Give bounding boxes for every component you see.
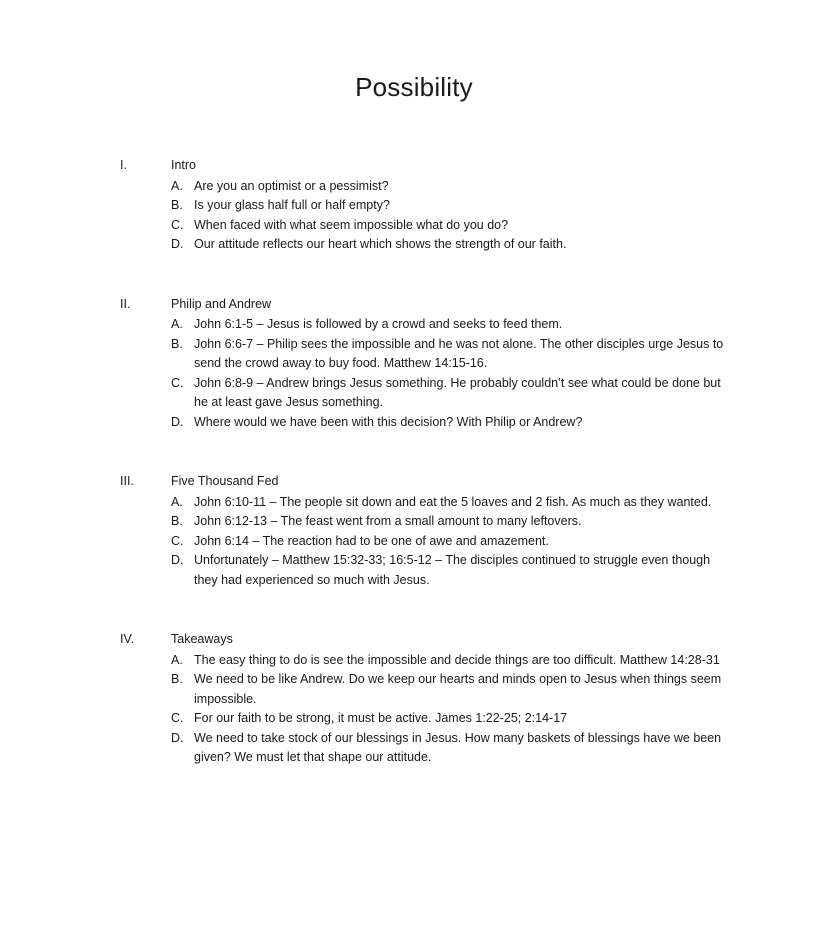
list-item	[120, 196, 732, 216]
section-title: Philip and Andrew	[171, 296, 272, 311]
list-item	[120, 670, 732, 709]
list-item	[120, 413, 732, 433]
list-item-text: John 6:8-9 – Andrew brings Jesus something. He probably couldn’t see what could be done but he at least gave Jesus something.	[194, 375, 721, 409]
page-title: Possibility	[355, 72, 473, 102]
list-item	[120, 315, 732, 335]
list-item-letter: C.	[171, 533, 184, 548]
list-item	[120, 335, 732, 374]
list-item-text: John 6:6-7 – Philip sees the impossible and he was not alone. The other disciples urge Jesus to send the crowd away to buy food. Matthew 14:15-16.	[194, 336, 724, 370]
list-item-letter: D.	[171, 237, 184, 251]
list-item-text: We need to be like Andrew. Do we keep our hearts and minds open to Jesus when things seem impossible.	[194, 672, 722, 706]
list-item-letter: C.	[171, 375, 184, 390]
section-sub-list	[120, 493, 732, 591]
section-numeral: III.	[120, 474, 134, 488]
outline-section	[120, 156, 732, 255]
list-item	[120, 177, 732, 197]
section-title: Five Thousand Fed	[171, 474, 279, 488]
list-item-letter: A.	[171, 494, 183, 509]
list-item	[120, 551, 732, 590]
section-sub-list	[120, 315, 732, 432]
list-item	[120, 216, 732, 236]
section-heading-row	[120, 156, 732, 176]
list-item-letter: A.	[171, 652, 183, 667]
section-numeral: I.	[120, 158, 127, 172]
section-heading-row	[120, 472, 732, 492]
section-heading-row	[120, 630, 732, 650]
list-item-text: John 6:12-13 – The feast went from a small amount to many leftovers.	[194, 514, 582, 528]
list-item-letter: B.	[171, 336, 183, 351]
section-numeral: II.	[120, 296, 131, 311]
list-item	[120, 374, 732, 413]
list-item-text: John 6:14 – The reaction had to be one of awe and amazement.	[194, 533, 549, 548]
list-item-text: When faced with what seem impossible what do you do?	[194, 217, 509, 232]
list-item	[120, 493, 732, 513]
list-item-text: Are you an optimist or a pessimist?	[194, 178, 389, 193]
list-item-text: Where would we have been with this decision? With Philip or Andrew?	[194, 414, 583, 429]
list-item-letter: B.	[171, 672, 183, 686]
section-numeral: IV.	[120, 632, 135, 646]
list-item	[120, 512, 732, 532]
list-item-letter: C.	[171, 217, 184, 232]
list-item	[120, 532, 732, 552]
list-item	[120, 729, 732, 768]
list-item-letter: A.	[171, 317, 183, 331]
list-item-letter: B.	[171, 198, 183, 212]
section-heading-row	[120, 295, 732, 315]
list-item-text: We need to take stock of our blessings in Jesus. How many baskets of blessings have we been given? We must let that shape our attitude.	[194, 730, 722, 764]
list-item-text: For our faith to be strong, it must be active. James 1:22-25; 2:14-17	[194, 711, 568, 725]
list-item-letter: C.	[171, 711, 184, 725]
list-item-letter: D.	[171, 730, 184, 745]
list-item-text: Is your glass half full or half empty?	[194, 198, 390, 212]
list-item-text: John 6:1-5 – Jesus is followed by a crowd and seeks to feed them.	[194, 317, 563, 331]
list-item-text: John 6:10-11 – The people sit down and eat the 5 loaves and 2 fish. As much as they wanted.	[194, 494, 712, 509]
outline-body	[0, 156, 828, 768]
list-item-text: Unfortunately – Matthew 15:32-33; 16:5-12 – The disciples continued to struggle even though they had experienced so much with Jesus.	[194, 553, 711, 587]
list-item-letter: B.	[171, 514, 183, 528]
section-sub-list	[120, 177, 732, 255]
section-sub-list	[120, 651, 732, 768]
outline-section	[120, 472, 732, 590]
list-item	[120, 651, 732, 671]
section-title: Takeaways	[171, 632, 233, 646]
list-item-letter: A.	[171, 178, 183, 193]
outline-section	[120, 630, 732, 768]
list-item	[120, 709, 732, 729]
section-title: Intro	[171, 158, 197, 172]
list-item-letter: D.	[171, 553, 184, 567]
list-item	[120, 235, 732, 255]
outline-section	[120, 295, 732, 433]
list-item-text: The easy thing to do is see the impossible and decide things are too difficult. Matthew 14:28-31	[194, 652, 720, 667]
list-item-text: Our attitude reflects our heart which shows the strength of our faith.	[194, 237, 567, 251]
list-item-letter: D.	[171, 414, 184, 429]
